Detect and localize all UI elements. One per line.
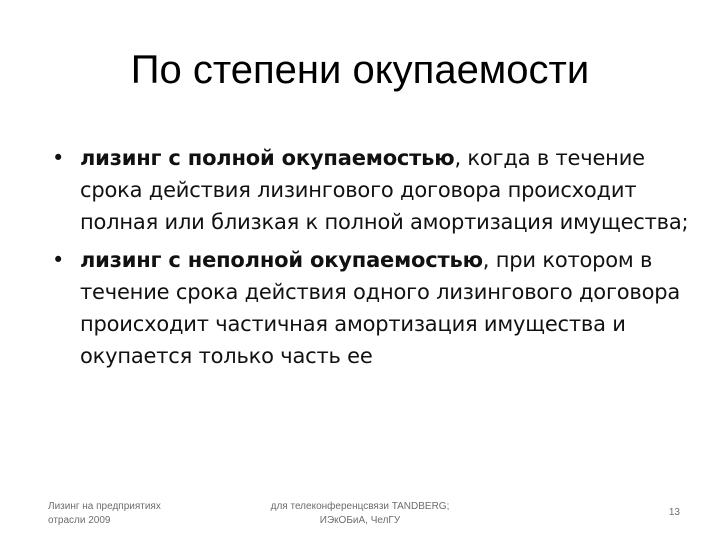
- bullet-item-partial-payback: [48, 244, 698, 372]
- footer-left-line2: отрасли 2009: [48, 515, 111, 526]
- bullet-term: лизинг с неполной окупаемостью: [80, 248, 483, 272]
- bullet-text: , когда в течение срока действия лизингового договора происходит полная или близкая к полной амортизация имущества;: [80, 146, 689, 234]
- bullet-marker: •: [52, 248, 65, 272]
- bullet-term: лизинг с полной окупаемостью: [80, 146, 455, 170]
- footer-left-line1: Лизинг на предприятиях: [48, 501, 161, 512]
- footer-left: [48, 500, 218, 528]
- bullet-text: , при котором в течение срока действия одного лизингового договора происходит частичная амортизация имущества и окупается только часть ее: [80, 248, 681, 368]
- footer-center: [250, 500, 470, 528]
- footer-center-line1: для телеконференцсвязи TANDBERG;: [270, 501, 450, 512]
- page-number: 13: [668, 507, 680, 518]
- bullet-item-full-payback: [48, 142, 698, 238]
- slide-title: По степени окупаемости: [130, 48, 590, 92]
- bullet-list: [48, 142, 698, 378]
- bullet-marker: •: [52, 146, 65, 170]
- footer-center-line2: ИЭкОБиА, ЧелГУ: [319, 515, 401, 526]
